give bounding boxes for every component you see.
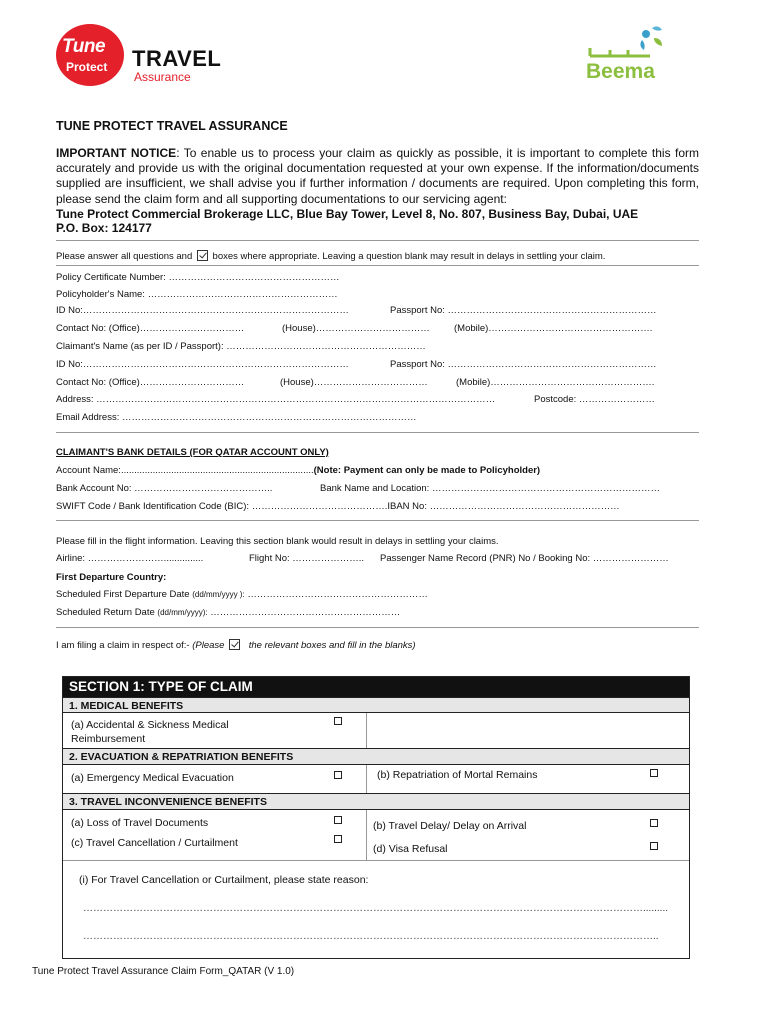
item-travel-delay: (b) Travel Delay/ Delay on Arrival [373, 820, 527, 832]
checked-box-icon [229, 639, 240, 650]
contact-mobile-input[interactable]: (Mobile)……………………………………………. [454, 323, 653, 334]
item-travel-cancellation: (c) Travel Cancellation / Curtailment [71, 837, 238, 849]
bank-account-input[interactable]: Bank Account No: …………………………………….. [56, 483, 273, 494]
column-divider [366, 765, 367, 793]
id-no-input[interactable]: ID No:………………………………………………………………………… [56, 305, 349, 316]
postcode-input[interactable]: Postcode: …………………… [534, 394, 655, 405]
swift-row [56, 501, 620, 512]
notice-heading: IMPORTANT NOTICE [56, 146, 177, 160]
column-divider [366, 810, 367, 860]
beema-emblem-icon [576, 22, 686, 62]
email-field[interactable]: Email Address: ………………………………………………………………………………… [56, 412, 417, 423]
checked-box-icon [197, 250, 208, 261]
iban-input[interactable]: IBAN No: …………………………………………………… [387, 501, 620, 512]
item-repatriation: (b) Repatriation of Mortal Remains [377, 769, 538, 781]
row-divider [63, 860, 689, 861]
cancellation-reason-line-2[interactable]: ……………………………………………………………………………………………………………………………………………………….. [83, 931, 659, 942]
checkbox-emergency-evacuation[interactable] [334, 771, 342, 779]
checkbox-loss-travel-documents[interactable] [334, 816, 342, 824]
account-name-input[interactable]: Account Name:......................................................................... [56, 465, 314, 476]
section-1-title: SECTION 1: TYPE OF CLAIM [63, 677, 689, 697]
divider [56, 627, 699, 628]
checkbox-visa-refusal[interactable] [650, 842, 658, 850]
passport-no-input-2[interactable]: Passport No: ………………………………………………………… [390, 359, 657, 370]
checkbox-repatriation[interactable] [650, 769, 658, 777]
cancellation-reason-line-1[interactable]: ……………………………………………………………………………………………………………………………………………………......... [83, 903, 669, 914]
bank-details-heading: CLAIMANT'S BANK DETAILS (FOR QATAR ACCOUNT ONLY) [56, 447, 329, 458]
flight-row [56, 553, 669, 564]
address-row [56, 394, 655, 405]
important-notice [56, 146, 699, 207]
assurance-logo-text: Assurance [134, 70, 191, 84]
tune-protect-logo [56, 22, 256, 90]
filing-instruction [56, 639, 416, 651]
checkbox-medical-reimbursement[interactable] [334, 717, 342, 725]
travel-inconvenience-band: 3. TRAVEL INCONVENIENCE BENEFITS [63, 793, 689, 810]
section-1-type-of-claim [62, 676, 690, 959]
swift-input[interactable]: SWIFT Code / Bank Identification Code (BIC): ……………………………………. [56, 501, 388, 512]
evacuation-benefits-band: 2. EVACUATION & REPATRIATION BENEFITS [63, 748, 689, 765]
return-date-row [56, 607, 400, 618]
cancellation-reason-label: (i) For Travel Cancellation or Curtailment, please state reason: [79, 874, 369, 886]
id-no-input-2[interactable]: ID No:………………………………………………………………………… [56, 359, 349, 370]
contact-house-input[interactable]: (House)……………………………… [282, 323, 430, 334]
divider [56, 520, 699, 521]
medical-benefits-band: 1. MEDICAL BENEFITS [63, 697, 689, 713]
policy-certificate-field[interactable]: Policy Certificate Number: ……………………………………………… [56, 272, 340, 283]
id-no-field [56, 305, 657, 316]
airline-input[interactable]: Airline: ……………………............... [56, 553, 204, 564]
contact-mobile-input-2[interactable]: (Mobile)……………………………………………. [456, 377, 655, 388]
passport-no-input[interactable]: Passport No: ………………………………………………………… [390, 305, 657, 316]
contact-office-input-2[interactable]: Contact No: (Office)…………………………… [56, 377, 245, 388]
item-visa-refusal: (d) Visa Refusal [373, 843, 448, 855]
travel-logo-text: TRAVEL [132, 46, 222, 71]
filing-after: the relevant boxes and fill in the blanks) [248, 640, 416, 651]
contact-no-row [56, 323, 653, 334]
instructions-before: Please answer all questions and [56, 251, 193, 262]
instructions-after: boxes where appropriate. Leaving a question blank may result in delays in settling your claim. [212, 251, 606, 262]
first-departure-country-label: First Departure Country: [56, 572, 167, 583]
item-loss-travel-documents: (a) Loss of Travel Documents [71, 817, 209, 829]
filing-paren-open: (Please [192, 640, 225, 651]
return-date-label: Scheduled Return Date [56, 607, 155, 618]
address-line-1: Tune Protect Commercial Brokerage LLC, Blue Bay Tower, Level 8, No. 807, Business Bay, Dubai, UAE [56, 207, 639, 221]
account-note: (Note: Payment can only be made to Policyholder) [313, 465, 541, 476]
item-accidental-sickness-line2: Reimbursement [71, 733, 146, 745]
address-input[interactable]: Address: ……………………………………………………………………………………………………………… [56, 394, 496, 405]
account-name-row [56, 465, 540, 476]
departure-date-row [56, 589, 428, 600]
departure-date-label: Scheduled First Departure Date [56, 589, 190, 600]
contact-office-input[interactable]: Contact No: (Office)…………………………… [56, 323, 245, 334]
tune-logo-text: Tune [62, 36, 106, 57]
divider [56, 240, 699, 241]
beema-logo-text: Beema [586, 60, 655, 83]
policyholder-name-field[interactable]: Policyholder's Name: …………………………………………………… [56, 289, 338, 300]
checkbox-travel-cancellation[interactable] [334, 835, 342, 843]
servicing-agent-address [56, 207, 699, 235]
bank-account-row [56, 483, 660, 494]
contact-house-input-2[interactable]: (House)……………………………… [280, 377, 428, 388]
bank-name-input[interactable]: Bank Name and Location: ……………………………………………………………… [320, 483, 660, 494]
address-line-2: P.O. Box: 124177 [56, 221, 152, 235]
form-title: TUNE PROTECT TRAVEL ASSURANCE [56, 119, 288, 133]
beema-logo [576, 22, 686, 88]
claimant-name-field[interactable]: Claimant's Name (as per ID / Passport): ……………………………………………………… [56, 341, 426, 352]
id-no-field-2 [56, 359, 657, 370]
checkbox-travel-delay[interactable] [650, 819, 658, 827]
flight-no-input[interactable]: Flight No: ………………….. [249, 553, 365, 564]
instructions [56, 250, 605, 262]
pnr-input[interactable]: Passenger Name Record (PNR) No / Booking No: …………………… [380, 553, 669, 564]
form-footer: Tune Protect Travel Assurance Claim Form_QATAR (V 1.0) [32, 966, 295, 977]
item-emergency-evacuation: (a) Emergency Medical Evacuation [71, 772, 234, 784]
contact-no-row-2 [56, 377, 655, 388]
departure-date-input[interactable]: ………………………………………………… [247, 589, 428, 600]
return-date-format: (dd/mm/yyyy): [157, 608, 208, 617]
filing-before: I am filing a claim in respect of:- [56, 640, 190, 651]
item-accidental-sickness: (a) Accidental & Sickness Medical [71, 719, 229, 731]
divider [56, 265, 699, 266]
protect-logo-text: Protect [66, 60, 108, 74]
return-date-input[interactable]: …………………………………………………… [210, 607, 401, 618]
departure-date-format: (dd/mm/yyyy ): [192, 590, 245, 599]
column-divider [366, 713, 367, 748]
notice-text: : To enable us to process your claim as quickly as possible, it is important to complete this form accurately and provide us with the original documentation requested at your own expense. If the information/documents supplied are insufficient, we shall advise you if further information / documents are required. Upon completing this form, please send the claim form and all supporting documentations to our servicing agent: [56, 146, 699, 206]
divider [56, 432, 699, 433]
flight-intro: Please fill in the flight information. Leaving this section blank would result in delays in settling your claims. [56, 536, 499, 547]
